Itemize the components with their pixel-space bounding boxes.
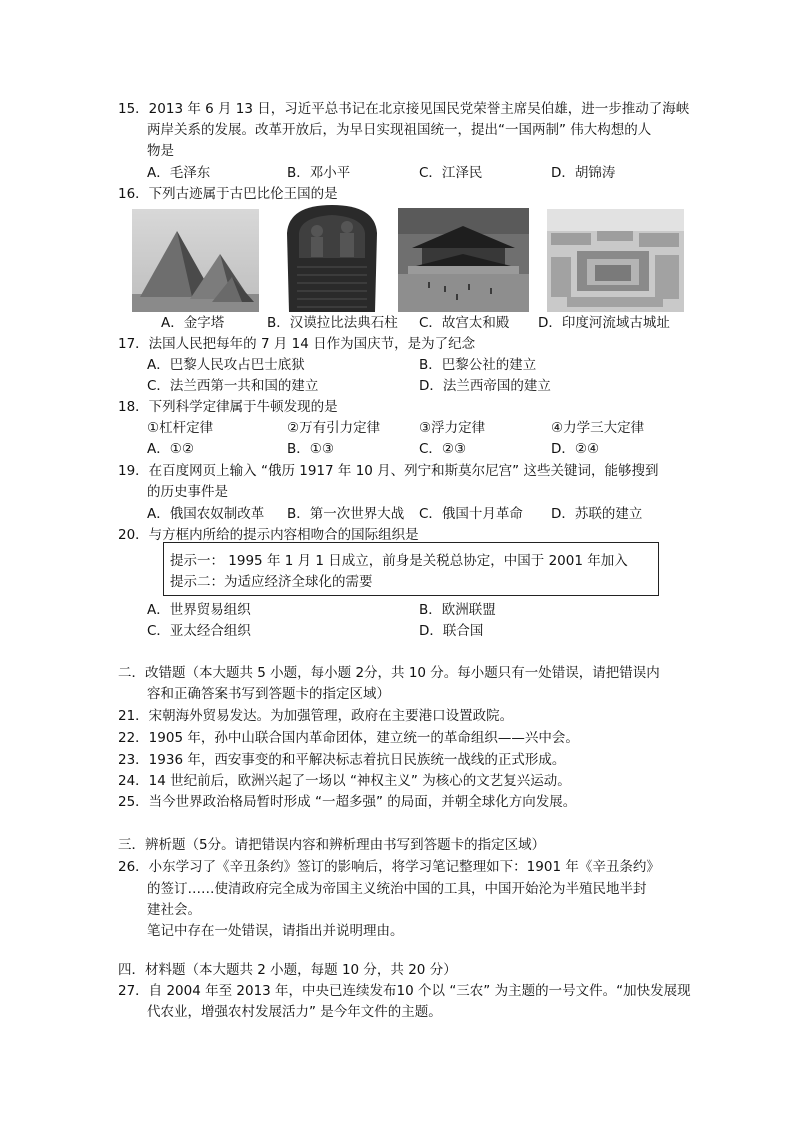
q20-stem: 20．与方框内所给的提示内容相吻合的国际组织是: [118, 527, 419, 543]
q27-line2: 代农业，增强农村发展活力” 是今年文件的主题。: [147, 1004, 442, 1020]
q17-option-d: D．法兰西帝国的建立: [419, 378, 551, 394]
q16-stem: 16．下列古迹属于古巴比伦王国的是: [118, 186, 338, 202]
q15-option-d: D．胡锦涛: [551, 165, 616, 181]
section2-title-line2: 容和正确答案书写到答题卡的指定区域）: [147, 686, 390, 702]
hammurabi-stele-photo: [277, 203, 387, 312]
q21: 21．宋朝海外贸易发达。为加强管理，政府在主要港口设置政院。: [118, 708, 514, 724]
q18-option-a: A．①②: [147, 441, 194, 457]
q19-line2: 的历史事件是: [147, 484, 228, 500]
q22: 22．1905 年，孙中山联合国内革命团体，建立统一的革命组织——兴中会。: [118, 730, 579, 746]
q20-option-c: C．亚太经合组织: [147, 623, 251, 639]
q24: 24．14 世纪前后，欧洲兴起了一场以 “神权主义” 为核心的文艺复兴运动。: [118, 773, 571, 789]
q19-line1: 19．在百度网页上输入 “俄历 1917 年 10 月、列宁和斯莫尔尼宫” 这些关键词，能够搜到: [118, 463, 659, 479]
q19-option-d: D．苏联的建立: [551, 506, 643, 522]
q26-line2: 的签订……使清政府完全成为帝国主义统治中国的工具，中国开始沦为半殖民地半封: [147, 881, 647, 897]
q15-option-c: C．江泽民: [419, 165, 483, 181]
q18-stem: 18．下列科学定律属于牛顿发现的是: [118, 399, 338, 415]
indus-city-ruins-photo: [547, 209, 684, 312]
q20-hint-1: 提示一： 1995 年 1 月 1 日成立，前身是关税总协定，中国于 2001 年加入: [170, 553, 628, 569]
q15-line2: 两岸关系的发展。改革开放后，为早日实现祖国统一，提出“一国两制” 伟大构想的人: [147, 122, 652, 138]
pyramids-photo: [132, 209, 259, 312]
q20-option-a: A．世界贸易组织: [147, 602, 251, 618]
section2-title-line1: 二．改错题（本大题共 5 小题，每小题 2分，共 10 分。每小题只有一处错误，请把错误内: [118, 665, 660, 681]
q16-caption-b: B．汉谟拉比法典石柱: [267, 315, 398, 331]
q27-line1: 27．自 2004 年至 2013 年，中央已连续发布10 个以 “三农” 为主题的一号文件。“加快发展现: [118, 983, 691, 999]
q26-line3: 建社会。: [147, 902, 201, 918]
q20-hint-2: 提示二：为适应经济全球化的需要: [170, 574, 373, 590]
section3-title: 三．辨析题（5分。请把错误内容和辨析理由书写到答题卡的指定区域）: [118, 837, 546, 853]
q25: 25．当今世界政治格局暂时形成 “一超多强” 的局面，并朝全球化方向发展。: [118, 794, 577, 810]
q18-option-d: D．②④: [551, 441, 600, 457]
q18-option-c: C．②③: [419, 441, 467, 457]
q16-caption-d: D．印度河流域古城址: [538, 315, 670, 331]
q18-item-3: ③浮力定律: [419, 420, 486, 436]
q19-option-b: B．第一次世界大战: [287, 506, 405, 522]
q18-item-1: ①杠杆定律: [147, 420, 214, 436]
q23: 23．1936 年，西安事变的和平解决标志着抗日民族统一战线的正式形成。: [118, 752, 566, 768]
q26-line1: 26．小东学习了《辛丑条约》签订的影响后，将学习笔记整理如下：1901 年《辛丑条约》: [118, 859, 660, 875]
q17-option-b: B．巴黎公社的建立: [419, 357, 537, 373]
q19-option-a: A．俄国农奴制改革: [147, 506, 265, 522]
q15-line1: 15．2013 年 6 月 13 日，习近平总书记在北京接见国民党荣誉主席吴伯雄，进一步推动了海峡: [118, 101, 690, 117]
q19-option-c: C．俄国十月革命: [419, 506, 523, 522]
q17-option-c: C．法兰西第一共和国的建立: [147, 378, 319, 394]
q26-line4: 笔记中存在一处错误，请指出并说明理由。: [147, 923, 404, 939]
q20-hint-box: [163, 542, 659, 596]
q20-option-b: B．欧洲联盟: [419, 602, 496, 618]
q20-option-d: D．联合国: [419, 623, 484, 639]
q18-option-b: B．①③: [287, 441, 334, 457]
taihe-palace-photo: [398, 208, 529, 312]
q18-item-2: ②万有引力定律: [287, 420, 381, 436]
q15-line3: 物是: [147, 143, 174, 159]
section4-title: 四．材料题（本大题共 2 小题，每题 10 分，共 20 分）: [118, 962, 457, 978]
q15-option-b: B．邓小平: [287, 165, 351, 181]
q15-option-a: A．毛泽东: [147, 165, 211, 181]
q16-caption-c: C．故宫太和殿: [419, 315, 510, 331]
q16-caption-a: A．金字塔: [161, 315, 225, 331]
q18-item-4: ④力学三大定律: [551, 420, 645, 436]
q17-option-a: A．巴黎人民攻占巴士底狱: [147, 357, 305, 373]
q17-stem: 17．法国人民把每年的 7 月 14 日作为国庆节，是为了纪念: [118, 336, 476, 352]
